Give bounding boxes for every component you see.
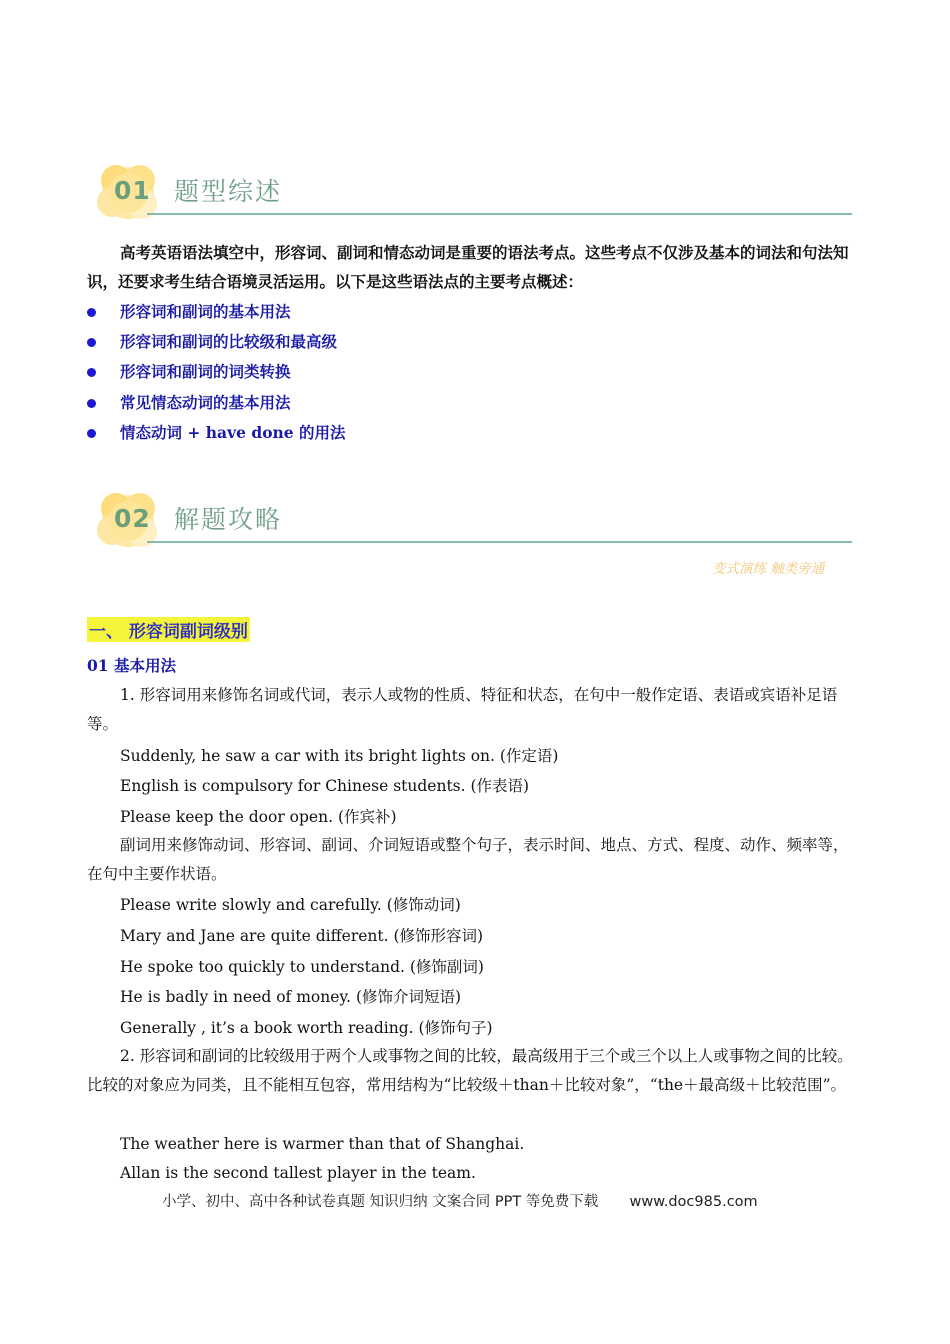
example-sentence: Please keep the door open. (作宾补) [120, 808, 397, 826]
section-number: 01 [114, 176, 151, 205]
bullet-icon [87, 399, 96, 408]
part-heading: 一、 形容词副词级别 [87, 617, 250, 642]
section-title: 解题攻略 [174, 505, 283, 534]
section-number: 02 [114, 504, 151, 533]
section-divider [147, 213, 852, 215]
footer-url[interactable]: www.doc985.com [629, 1194, 758, 1210]
sub-heading: 01 基本用法 [87, 656, 176, 675]
paragraph-1: 1. 形容词用来修饰名词或代词，表示人或物的性质、特征和状态，在句中一般作定语、表语或宾语补足语等。 [87, 686, 838, 733]
section-header-2 [92, 486, 852, 556]
example-sentence: Please write slowly and carefully. (修饰动词) [120, 896, 461, 914]
page-footer [162, 1190, 758, 1211]
paragraph-3: 2. 形容词和副词的比较级用于两个人或事物之间的比较，最高级用于三个或三个以上人或事物之间的比较。比较的对象应为同类，且不能相互包容，常用结构为“比较级＋than＋比较对象”，“the＋最高级＋比较范围”。 [87, 1047, 853, 1094]
section-header-1 [92, 158, 852, 228]
footer-text: 小学、初中、高中各种试卷真题 知识归纳 文案合同 PPT 等免费下载 [162, 1194, 599, 1210]
example-sentence: Mary and Jane are quite different. (修饰形容词) [120, 927, 484, 945]
example-sentence: English is compulsory for Chinese students. (作表语) [120, 777, 530, 795]
bullet-icon [87, 308, 96, 317]
bullet-icon [87, 429, 96, 438]
example-sentence: Suddenly, he saw a car with its bright lights on. (作定语) [120, 747, 559, 765]
bullet-icon [87, 338, 96, 347]
bullet-icon [87, 368, 96, 377]
example-sentence: He is badly in need of money. (修饰介词短语) [120, 988, 462, 1006]
example-sentence: He spoke too quickly to understand. (修饰副词) [120, 958, 484, 976]
section-tagline: 变式演练 触类旁通 [712, 561, 825, 577]
section-divider [147, 541, 852, 543]
example-sentence: The weather here is warmer than that of Shanghai. [120, 1135, 525, 1153]
example-sentence: Allan is the second tallest player in the team. [120, 1164, 476, 1182]
intro-paragraph: 高考英语语法填空中，形容词、副词和情态动词是重要的语法考点。这些考点不仅涉及基本的词法和句法知识，还要求考生结合语境灵活运用。以下是这些语法点的主要考点概述： [87, 243, 849, 291]
example-sentence: Generally , it’s a book worth reading. (修饰句子) [120, 1019, 493, 1037]
section-title: 题型综述 [174, 177, 283, 206]
paragraph-2: 副词用来修饰动词、形容词、副词、介词短语或整个句子，表示时间、地点、方式、程度、动作、频率等，在句中主要作状语。 [87, 836, 849, 883]
